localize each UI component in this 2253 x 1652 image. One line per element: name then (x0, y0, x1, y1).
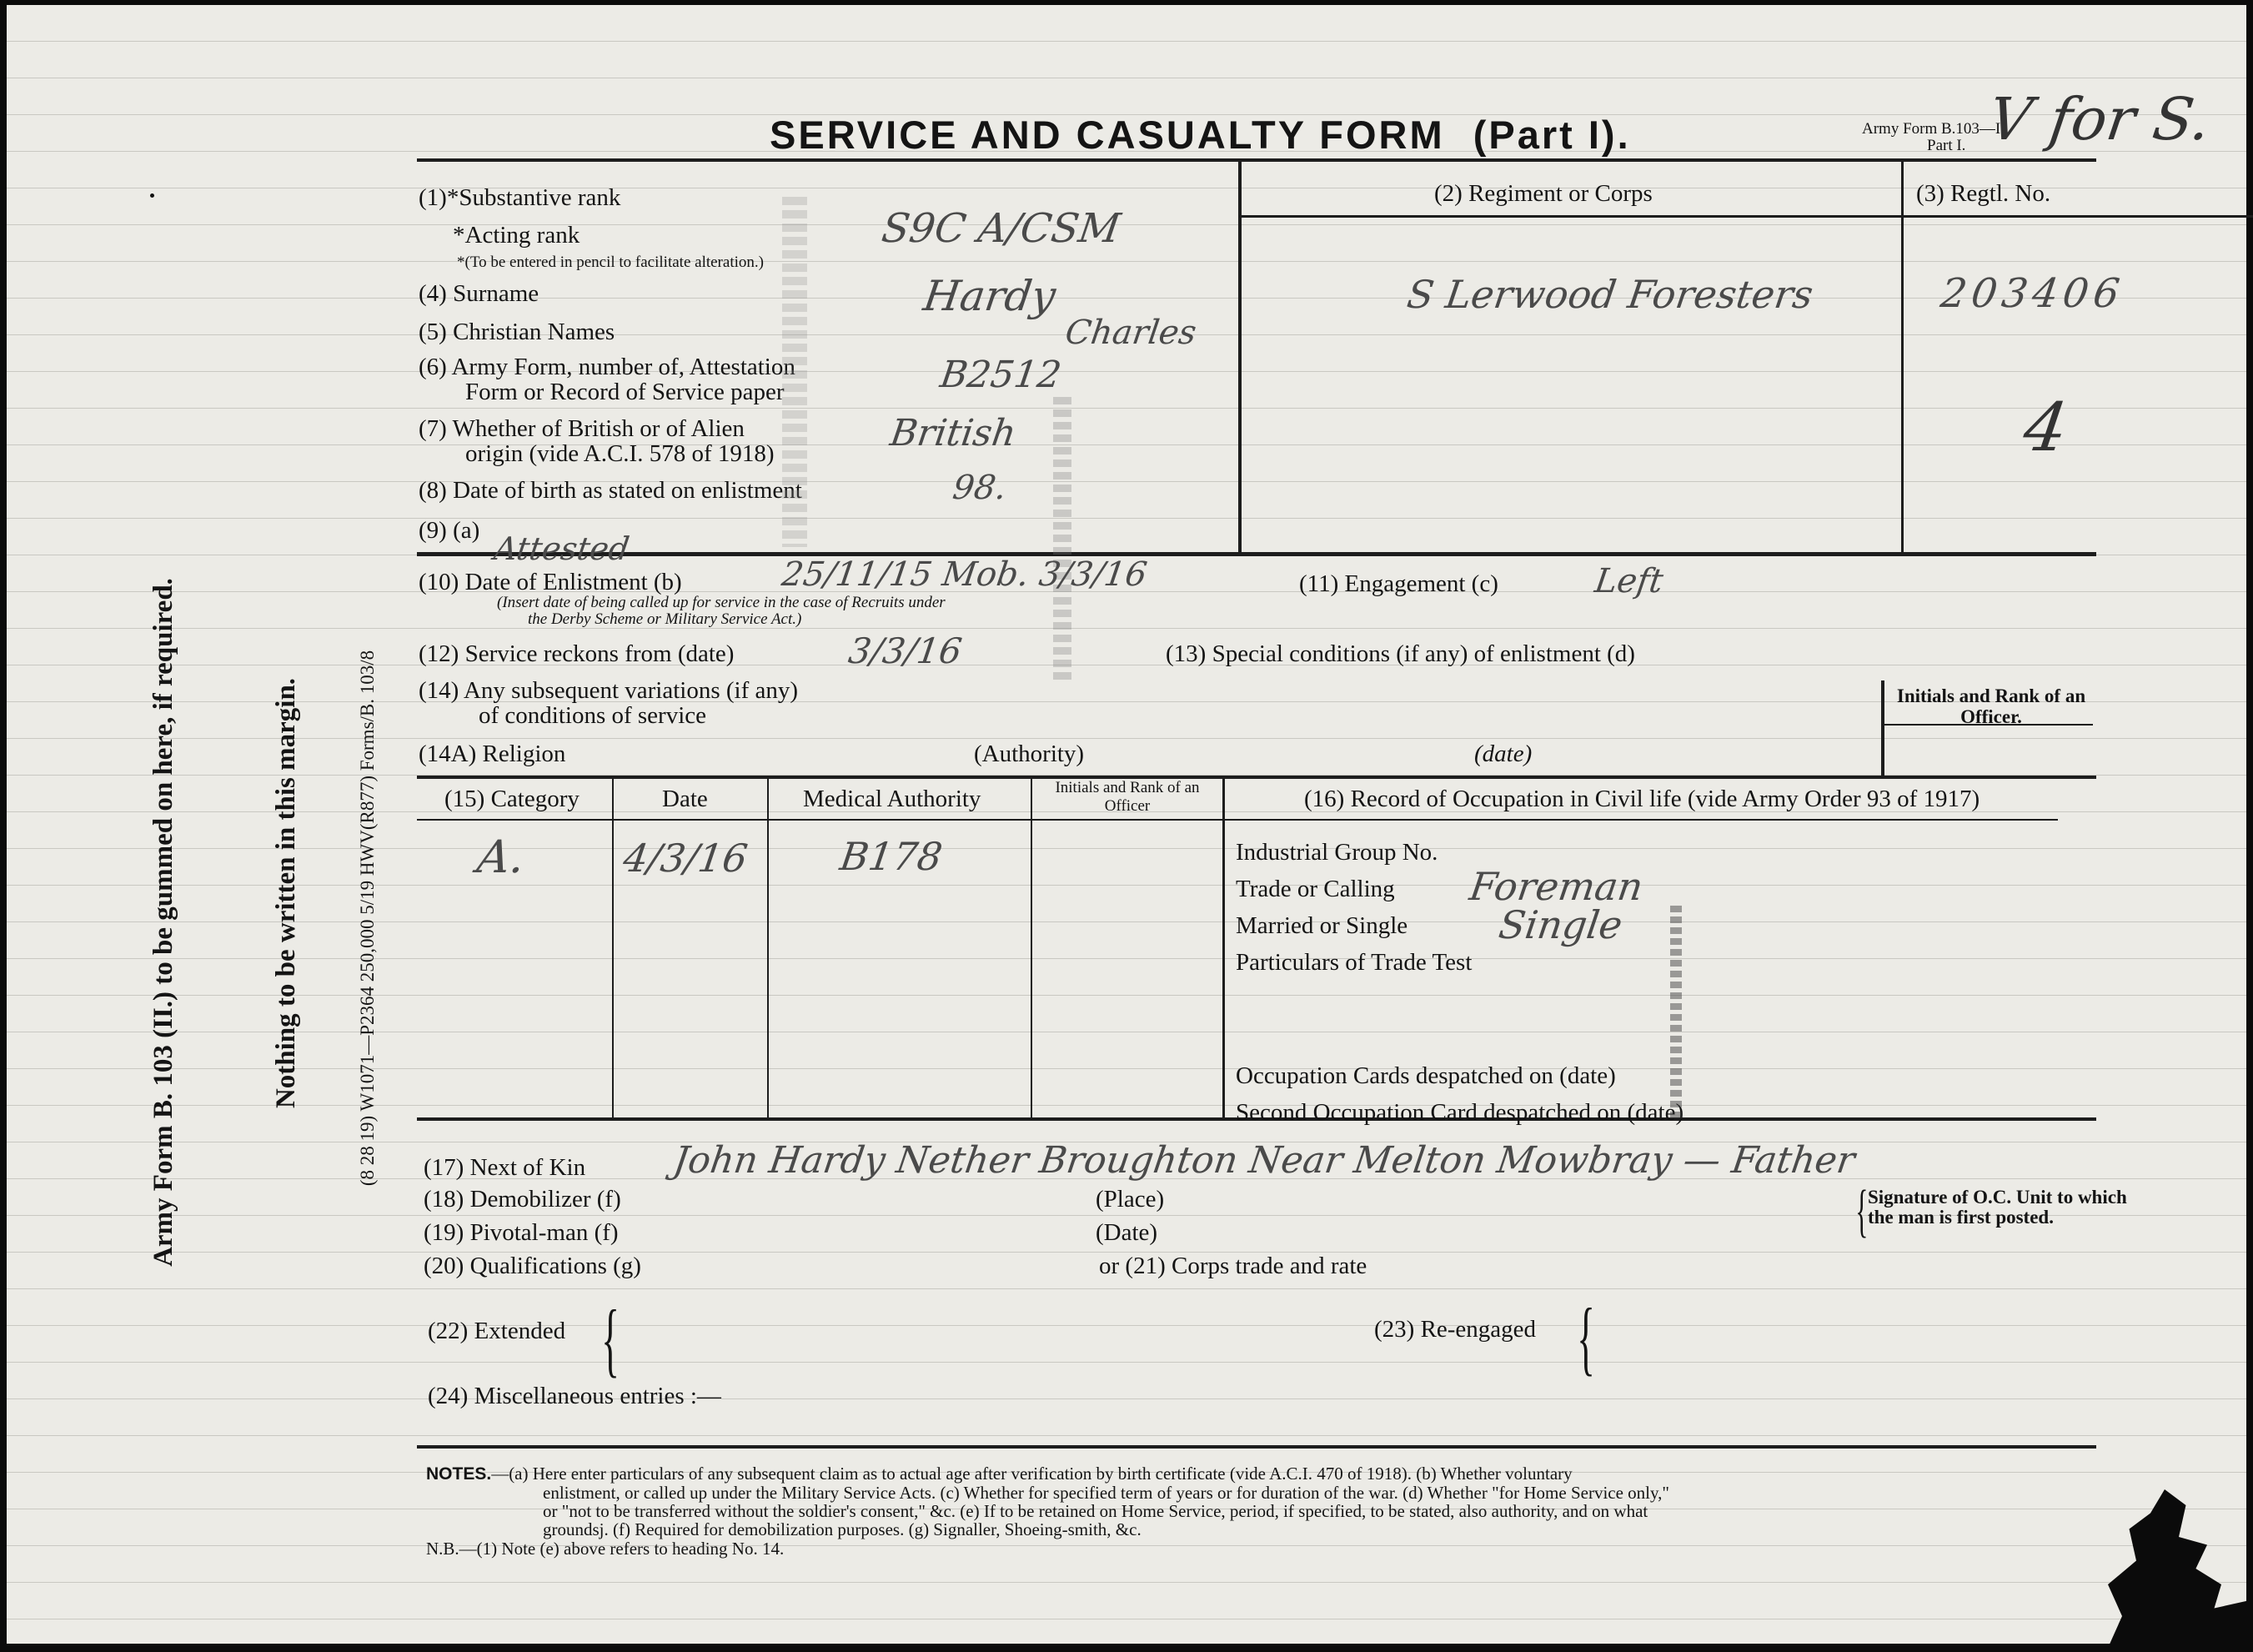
hw-trade-calling: Foreman (1467, 864, 1646, 909)
army-form-ref: Army Form B.103—I. (1862, 120, 2005, 138)
label-engagement: (11) Engagement (c) (1299, 570, 1498, 597)
label-religion: (14A) Religion (419, 741, 566, 767)
rule-section2-bottom (417, 776, 2096, 779)
notes-nb: N.B.—(1) Note (e) above refers to heading No. 14. (426, 1539, 785, 1559)
label-date-pivotal: (Date) (1096, 1219, 1158, 1246)
hw-christian-names: Charles (1062, 314, 1199, 352)
rule-notes-top (417, 1445, 2096, 1449)
notes-label: NOTES. (426, 1464, 492, 1484)
col-divider-2 (1901, 158, 1904, 554)
label-place: (Place) (1096, 1186, 1165, 1213)
signature-brace: { (1855, 1179, 1869, 1243)
label-col-initials: Initials and Rank of an Officer (1055, 779, 1200, 815)
hw-origin: British (887, 412, 1019, 454)
label-army-form: (6) Army Form, number of, Attestation (419, 354, 795, 380)
label-extended: (22) Extended (428, 1318, 566, 1344)
hw-married-single: Single (1496, 902, 1626, 947)
col-divider-1 (1238, 158, 1242, 554)
label-col-date: Date (662, 786, 708, 812)
notes-line-3: or "not to be transferred without the soldier's consent," &c. (e) If to be retained on Home Service, period, if specified, to be stated, also authority, and on what (543, 1501, 1648, 1521)
label-col-medical: Medical Authority (803, 786, 981, 812)
notes-block (426, 1464, 2094, 1559)
table-col-4 (1222, 777, 1225, 1119)
faded-stamp-2 (1053, 397, 1071, 680)
label-industrial-group: Industrial Group No. (1236, 839, 1438, 866)
label-enlistment-note-2: the Derby Scheme or Military Service Act.) (528, 610, 802, 628)
rule-section1-bottom (417, 552, 2096, 556)
nothing-margin-text: Nothing to be written in this margin. (271, 677, 301, 1109)
faded-stamp (782, 197, 807, 547)
label-occ-cards: Occupation Cards despatched on (date) (1236, 1062, 1616, 1089)
hw-category: A. (474, 831, 529, 883)
label-authority: (Authority) (974, 741, 1085, 767)
hw-strike-mark: 4 (2019, 389, 2073, 466)
label-christian-names: (5) Christian Names (419, 319, 615, 345)
margin-dot (150, 193, 154, 198)
faded-stamp-3 (1670, 906, 1682, 1122)
label-enlistment-note-1: (Insert date of being called up for service in the case of Recruits under (497, 594, 946, 611)
label-initials-officer: Initials and Rank of an Officer. (1896, 685, 2086, 727)
label-misc-entries: (24) Miscellaneous entries :— (428, 1383, 721, 1409)
label-origin: origin (vide A.C.I. 578 of 1918) (465, 440, 775, 467)
hw-regiment: S Lerwood Foresters (1404, 272, 1816, 317)
hw-attested: Attested (491, 530, 632, 567)
rule-top (417, 158, 2096, 162)
label-british-alien: (7) Whether of British or of Alien (419, 415, 745, 442)
label-substantive-rank: (1)*Substantive rank (419, 184, 621, 211)
notes-line-1 (426, 1464, 2094, 1484)
hw-next-of-kin: John Hardy Nether Broughton Near Melton Mowbray — Father (670, 1139, 1858, 1182)
label-variations-1: (14) Any subsequent variations (if any) (419, 677, 799, 704)
label-re-engaged: (23) Re-engaged (1374, 1316, 1537, 1343)
label-acting-rank: *Acting rank (453, 222, 580, 249)
label-qualifications: (20) Qualifications (g) (424, 1253, 641, 1279)
label-variations-2: of conditions of service (479, 702, 707, 729)
label-date-of-birth: (8) Date of birth as stated on enlistment (419, 477, 802, 504)
label-corps-trade: or (21) Corps trade and rate (1099, 1253, 1367, 1279)
hw-rank: S9C A/CSM (879, 205, 1123, 252)
table-col-2 (767, 777, 769, 1119)
initials-box-left (1881, 680, 1884, 777)
label-signature-oc: Signature of O.C. Unit to which the man is first posted. (1868, 1187, 2127, 1228)
notes-text-1: —(a) Here enter particulars of any subsequent claim as to actual age after verification by birth certificate (vide A.C.I. 470 of 1918). (b) Whether voluntary (491, 1464, 1573, 1484)
label-trade-calling: Trade or Calling (1236, 876, 1395, 902)
service-form-sheet (7, 5, 2246, 1644)
regiment-underline (1242, 215, 2253, 218)
gum-margin-text: Army Form B. 103 (II.) to be gummed on here, if required. (148, 578, 178, 1267)
torn-corner (2108, 1489, 2250, 1648)
hw-medical: B178 (837, 834, 946, 879)
label-regiment: (2) Regiment or Corps (1434, 180, 1653, 207)
label-next-of-kin: (17) Next of Kin (424, 1154, 586, 1181)
hw-enlistment: 25/11/15 Mob. 3/3/16 (779, 555, 1150, 594)
label-category: (15) Category (444, 786, 580, 812)
notes-line-2: enlistment, or called up under the Military Service Acts. (c) Whether for specified term of years or for duration of the war. (d) Whether "for Home Service only," (543, 1483, 1669, 1503)
hw-regtl-no: 203406 (1938, 270, 2128, 317)
label-date-enlistment: (10) Date of Enlistment (b) (419, 569, 682, 595)
hw-surname: Hardy (920, 272, 1059, 320)
form-title (770, 112, 1631, 158)
label-pencil-note: *(To be entered in pencil to facilitate alteration.) (457, 254, 764, 271)
form-title-text: SERVICE AND CASUALTY FORM (770, 113, 1445, 157)
label-second-card: Second Occupation Card despatched on (date) (1236, 1099, 1684, 1126)
label-regtl-no: (3) Regtl. No. (1916, 180, 2051, 207)
label-record-of-service: Form or Record of Service paper (465, 379, 785, 405)
extended-brace: { (601, 1293, 620, 1385)
label-demobilizer: (18) Demobilizer (f) (424, 1186, 621, 1213)
label-special-conditions: (13) Special conditions (if any) of enlistment (d) (1166, 640, 1635, 667)
hw-engagement: Left (1592, 562, 1666, 600)
label-record-occupation: (16) Record of Occupation in Civil life (vide Army Order 93 of 1917) (1304, 786, 1980, 812)
label-pivotal-man: (19) Pivotal-man (f) (424, 1219, 619, 1246)
hw-army-form: B2512 (937, 354, 1064, 396)
notes-line-4: groundsj. (f) Required for demobilization purposes. (g) Signaller, Shoeing-smith, &c. (543, 1519, 1142, 1539)
label-trade-test: Particulars of Trade Test (1236, 949, 1473, 976)
re-engaged-brace: { (1577, 1291, 1595, 1383)
hw-category-date: 4/3/16 (620, 836, 750, 881)
label-date-religion: (date) (1474, 741, 1533, 767)
label-married-single: Married or Single (1236, 912, 1408, 939)
print-code-text: (8 28 19) W1071—P2364 250,000 5/19 HWV(R877) Forms/B. 103/8 (357, 650, 378, 1187)
top-annotation: V for S. (1985, 85, 2215, 153)
label-9a: (9) (a) (419, 517, 480, 544)
table-col-1 (612, 777, 614, 1119)
table-header-rule (417, 819, 2058, 821)
army-form-part: Part I. (1927, 137, 1966, 154)
table-col-3 (1031, 777, 1032, 1119)
label-service-reckons: (12) Service reckons from (date) (419, 640, 735, 667)
hw-service-reckons: 3/3/16 (846, 630, 965, 671)
hw-birth: 98. (950, 469, 1009, 507)
label-surname: (4) Surname (419, 280, 539, 307)
form-part: (Part I). (1473, 113, 1631, 157)
